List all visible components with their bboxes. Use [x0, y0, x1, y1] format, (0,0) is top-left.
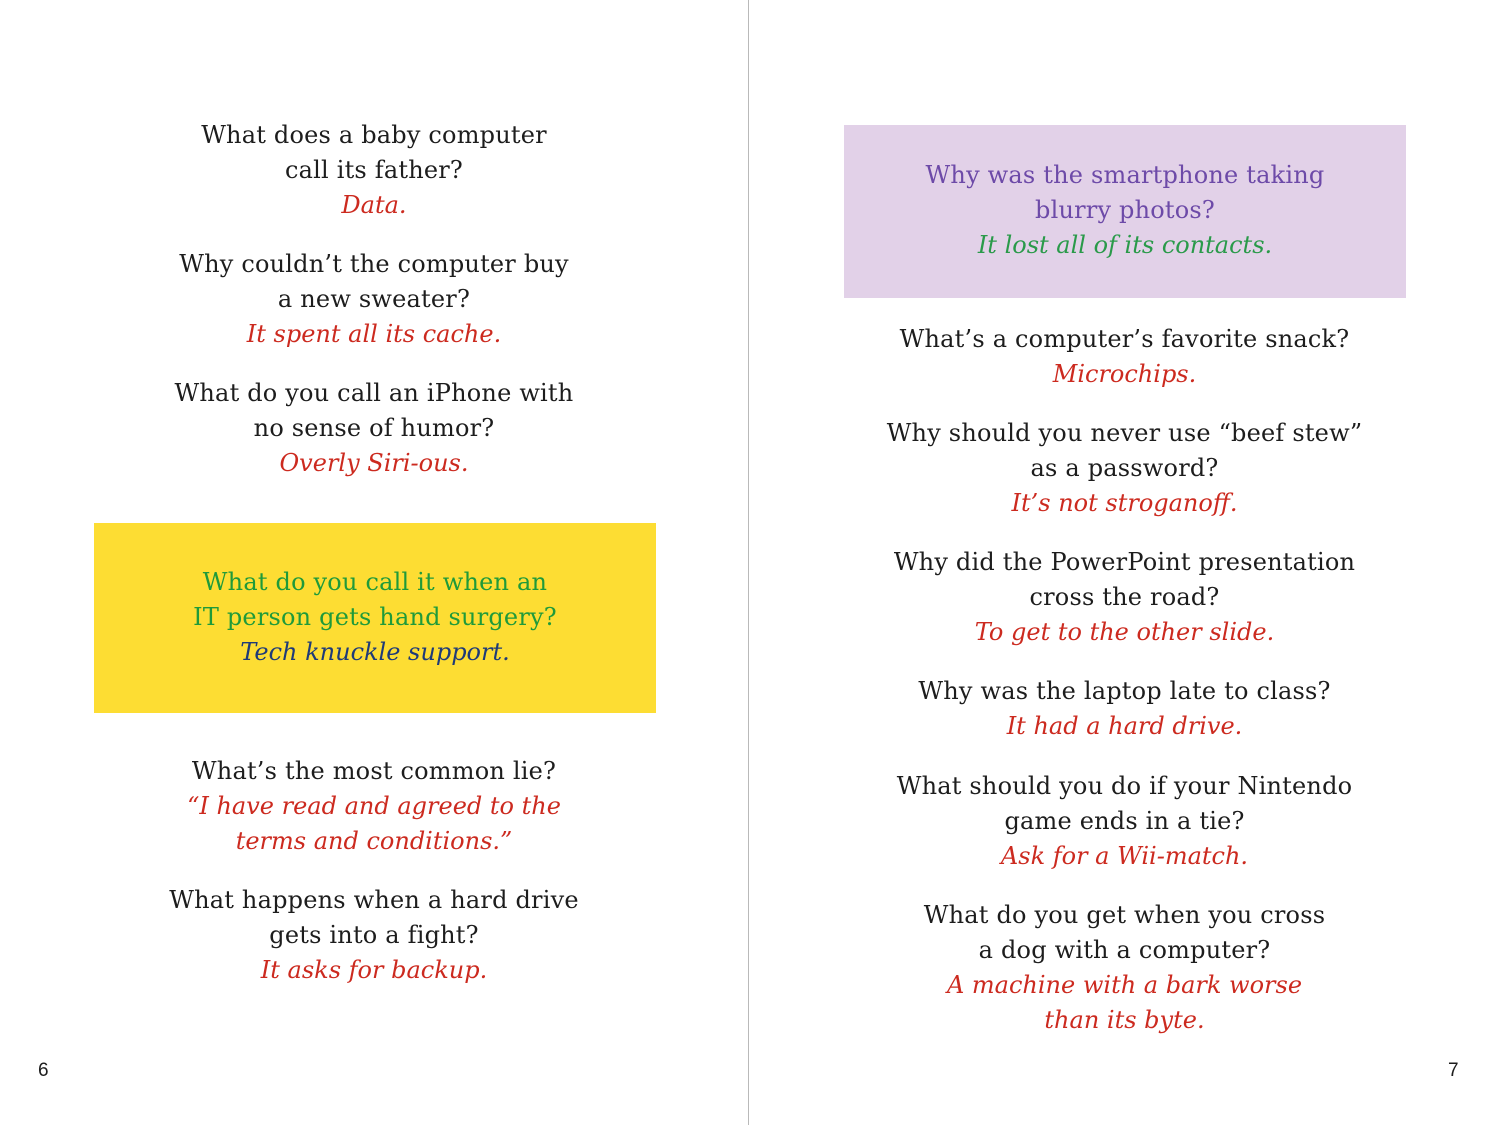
highlight-box-yellow [94, 523, 656, 713]
joke-answer: Microchips. [1052, 360, 1197, 388]
joke-question: What do you get when you cross [923, 901, 1326, 929]
joke-question: What happens when a hard drive [169, 886, 579, 914]
joke-answer: A machine with a bark worse [946, 971, 1303, 999]
joke-answer: It’s not stroganoff. [1011, 489, 1238, 517]
joke-question: gets into a fight? [269, 921, 479, 949]
left-page [0, 0, 748, 1125]
joke-answer: Ask for a Wii-match. [1000, 842, 1249, 870]
joke-question: Why should you never use “beef stew” [886, 419, 1363, 447]
highlight-joke [844, 158, 1406, 263]
joke-9 [749, 674, 1500, 744]
highlight-joke [94, 565, 656, 670]
highlight-box-purple [844, 125, 1406, 298]
joke-2 [0, 247, 748, 352]
joke-5 [0, 883, 748, 988]
joke-question: a new sweater? [277, 285, 471, 313]
highlight-question: blurry photos? [1035, 196, 1215, 224]
right-page [749, 0, 1500, 1125]
joke-11 [749, 898, 1500, 1038]
highlight-question: What do you call it when an [202, 568, 548, 596]
joke-question: Why did the PowerPoint presentation [893, 548, 1356, 576]
joke-question: What should you do if your Nintendo [896, 772, 1353, 800]
joke-answer: It spent all its cache. [246, 320, 502, 348]
joke-question: Why was the laptop late to class? [918, 677, 1331, 705]
joke-4 [0, 754, 748, 859]
page-number: 6 [38, 1060, 49, 1081]
joke-question: What’s a computer’s favorite snack? [899, 325, 1350, 353]
highlight-question: IT person gets hand surgery? [193, 603, 557, 631]
joke-10 [749, 769, 1500, 874]
joke-question: a dog with a computer? [978, 936, 1271, 964]
joke-answer: It asks for backup. [260, 956, 488, 984]
joke-6 [749, 322, 1500, 392]
highlight-answer: Tech knuckle support. [240, 638, 510, 666]
joke-question: cross the road? [1029, 583, 1220, 611]
joke-question: What do you call an iPhone with [174, 379, 574, 407]
highlight-answer: It lost all of its contacts. [977, 231, 1273, 259]
joke-answer: Data. [341, 191, 407, 219]
joke-answer: terms and conditions.” [235, 827, 513, 855]
joke-question: as a password? [1030, 454, 1219, 482]
joke-question: What’s the most common lie? [191, 757, 557, 785]
joke-question: call its father? [284, 156, 464, 184]
joke-1 [0, 118, 748, 223]
joke-answer: It had a hard drive. [1006, 712, 1243, 740]
joke-3 [0, 376, 748, 481]
joke-answer: than its byte. [1044, 1006, 1205, 1034]
joke-question: What does a baby computer [201, 121, 547, 149]
joke-question: Why couldn’t the computer buy [179, 250, 569, 278]
joke-answer: To get to the other slide. [974, 618, 1275, 646]
joke-8 [749, 545, 1500, 650]
joke-question: no sense of humor? [253, 414, 495, 442]
joke-answer: Overly Siri-ous. [279, 449, 469, 477]
highlight-question: Why was the smartphone taking [925, 161, 1325, 189]
joke-answer: “I have read and agreed to the [187, 792, 561, 820]
joke-question: game ends in a tie? [1004, 807, 1245, 835]
page-number: 7 [1448, 1060, 1459, 1081]
joke-7 [749, 416, 1500, 521]
